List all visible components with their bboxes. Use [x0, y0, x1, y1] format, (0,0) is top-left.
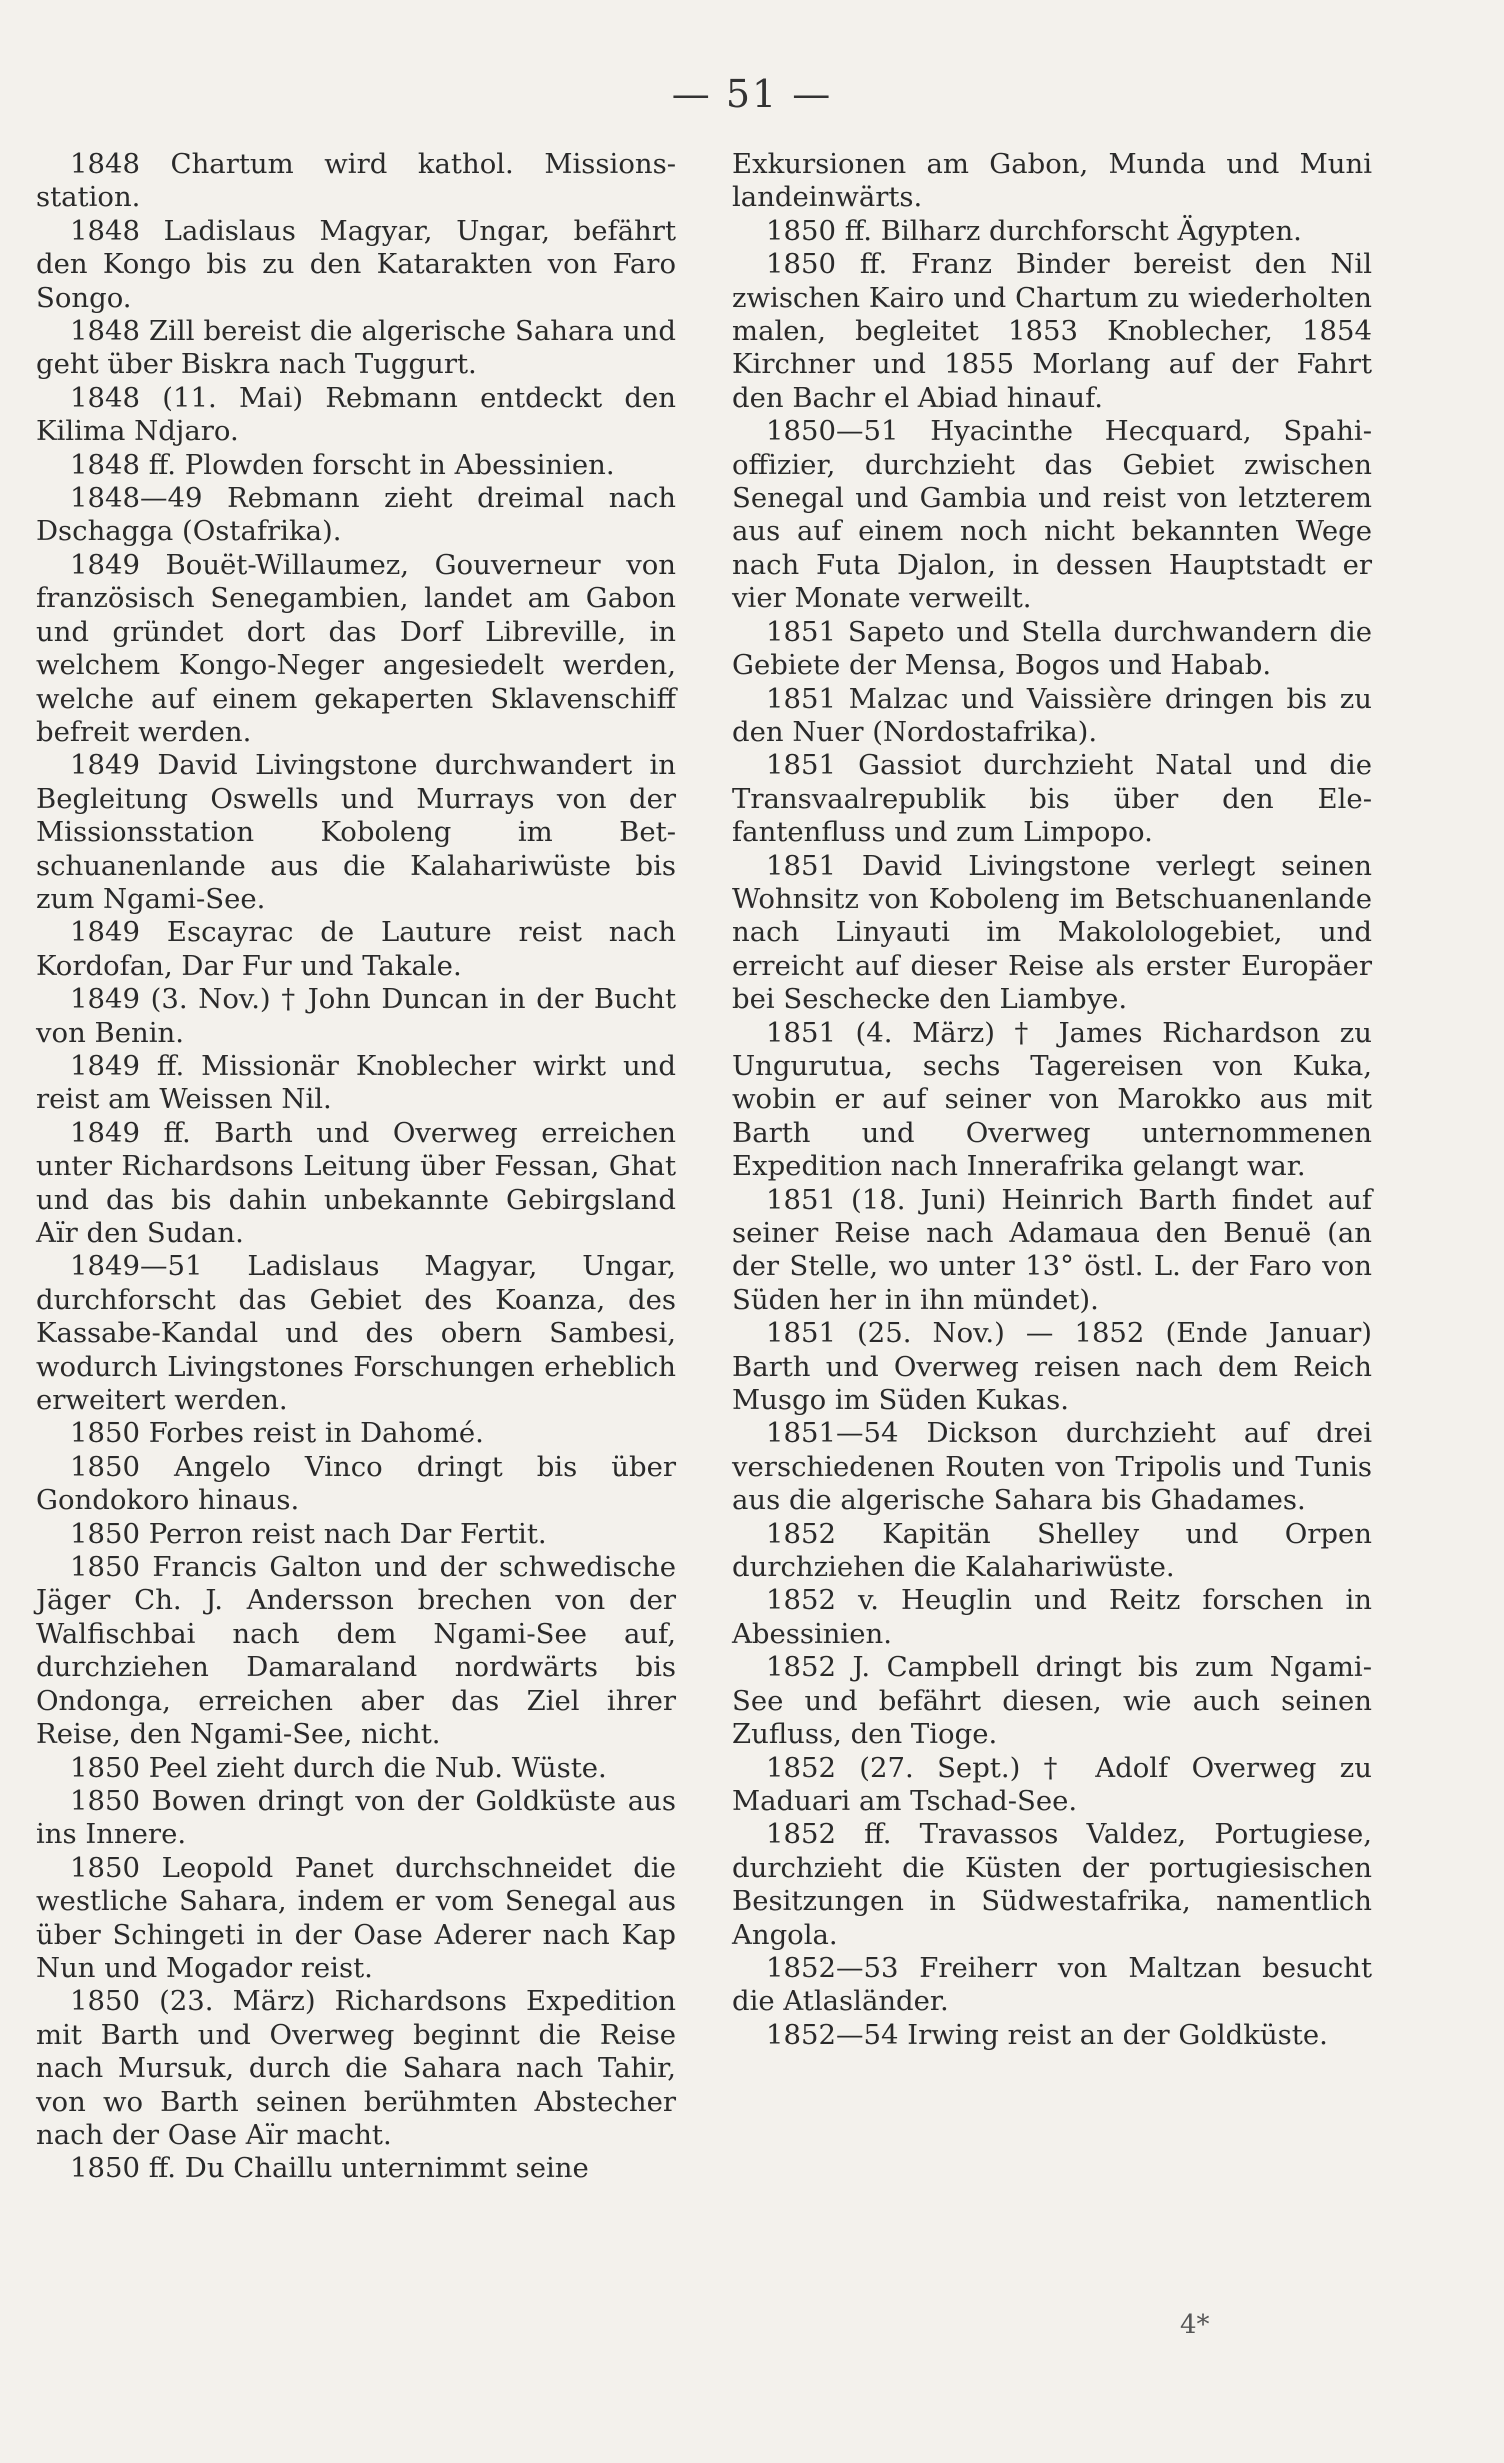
entry-paragraph: 1849 (3. Nov.) † John Duncan in der Bucht von Benin.	[36, 983, 676, 1049]
entry-paragraph: 1852 (27. Sept.) † Adolf Overweg zu Maduari am Tschad-See.	[732, 1751, 1372, 1817]
right-column	[732, 148, 1372, 2052]
entry-paragraph: 1848 Chartum wird kathol. Missionsstation.	[36, 148, 676, 214]
entry-paragraph: 1850 Angelo Vinco dringt bis über Gondokoro hinaus.	[36, 1450, 676, 1517]
entry-paragraph: 1851 Gassiot durchzieht Natal und die Transvaalrepublik bis über den Elefantenfluss und zum Limpopo.	[732, 749, 1372, 849]
page-number: — 51 —	[671, 72, 833, 116]
entry-paragraph: 1852 v. Heuglin und Reitz forschen in Abessinien.	[732, 1584, 1372, 1650]
entry-paragraph: 1849 Bouët-Willaumez, Gouverneur von französisch Senegambien, landet am Gabon und gründet dort das Dorf Libreville, in welchem Kongo-Neger angesiedelt werden, welche auf einem gekaperten Sklavenschiff befreit werden.	[36, 548, 676, 748]
entry-paragraph: 1850 Peel zieht durch die Nub. Wüste.	[70, 1751, 607, 1784]
entry-paragraph: 1851 Sapeto und Stella durchwandern die Gebiete der Mensa, Bogos und Habab.	[732, 615, 1372, 682]
entry-paragraph: 1852—53 Freiherr von Maltzan besucht die Atlasländer.	[732, 1951, 1372, 2018]
signature-mark: 4*	[1180, 2310, 1210, 2340]
entry-paragraph: 1852 J. Campbell dringt bis zum Ngami-See und befährt diesen, wie auch seinen Zufluss, den Tioge.	[732, 1651, 1372, 1751]
continuation-paragraph: Exkursionen am Gabon, Munda und Muni landeinwärts.	[732, 148, 1372, 214]
entry-paragraph: 1848 Ladislaus Magyar, Ungar, befährt den Kongo bis zu den Katarakten von Faro Songo.	[36, 214, 676, 314]
entry-paragraph: 1851 Malzac und Vaissière dringen bis zu den Nuer (Nordostafrika).	[732, 682, 1372, 748]
entry-paragraph: 1850 Francis Galton und der schwedische Jäger Ch. J. Andersson brechen von der Walfischbai nach dem Ngami-See auf, durchziehen Damaraland nordwärts bis Ondonga, erreichen aber das Ziel ihrer Reise, den Ngami-See, nicht.	[36, 1551, 676, 1751]
entry-paragraph: 1851 (18. Juni) Heinrich Barth findet auf seiner Reise nach Adamaua den Benuë (an der Stelle, wo unter 13° östl. L. der Faro von Süden her in ihn mündet).	[732, 1183, 1372, 1316]
entry-paragraph: 1850 ff. Bilharz durchforscht Ägypten.	[766, 214, 1302, 247]
entry-paragraph: 1850 ff. Du Chaillu unternimmt seine	[70, 2152, 589, 2185]
entry-paragraph: 1852 Kapitän Shelley und Orpen durchziehen die Kalahariwüste.	[732, 1517, 1372, 1584]
entry-paragraph: 1850—51 Hyacinthe Hecquard, Spahi-offizier, durchzieht das Gebiet zwischen Senegal und Gambia und reist von letzterem aus auf einem noch nicht bekannten Wege nach Futa Djalon, in dessen Hauptstadt er vier Monate verweilt.	[732, 415, 1372, 615]
entry-paragraph: 1850 Bowen dringt von der Goldküste aus ins Innere.	[36, 1784, 676, 1851]
entry-paragraph: 1851 David Livingstone verlegt seinen Wohnsitz von Koboleng im Betschuanenlande nach Linyauti im Makolologebiet, und erreicht auf dieser Reise als erster Europäer bei Seschecke den Liambye.	[732, 849, 1372, 1016]
entry-paragraph: 1849 Escayrac de Lauture reist nach Kordofan, Dar Fur und Takale.	[36, 916, 676, 982]
entry-paragraph: 1849 David Livingstone durchwandert in Begleitung Oswells und Murrays von der Missionsstation Koboleng im Betschuanenlande aus die Kalahariwüste bis zum Ngami-See.	[36, 749, 676, 915]
entry-paragraph: 1849—51 Ladislaus Magyar, Ungar, durchforscht das Gebiet des Koanza, des Kassabe-Kandal und des obern Sambesi, wodurch Livingstones Forschungen erheblich erweitert werden.	[36, 1250, 676, 1417]
entry-paragraph: 1848 ff. Plowden forscht in Abessinien.	[70, 448, 615, 481]
entry-paragraph: 1851 (4. März) † James Richardson zu Ungurutua, sechs Tagereisen von Kuka, wobin er auf seiner von Marokko aus mit Barth und Overweg unternommenen Expedition nach Innerafrika gelangt war.	[732, 1016, 1372, 1183]
entry-paragraph: 1849 ff. Barth und Overweg erreichen unter Richardsons Leitung über Fessan, Ghat und das bis dahin unbekannte Gebirgsland Aïr den Sudan.	[36, 1116, 676, 1249]
entry-paragraph: 1850 Perron reist nach Dar Fertit.	[70, 1517, 547, 1550]
left-column	[36, 148, 676, 2186]
entry-paragraph: 1851 (25. Nov.) — 1852 (Ende Januar) Barth und Overweg reisen nach dem Reich Musgo im Süden Kukas.	[732, 1317, 1372, 1417]
entry-paragraph: 1852—54 Irwing reist an der Goldküste.	[766, 2018, 1328, 2051]
entry-paragraph: 1848 (11. Mai) Rebmann entdeckt den Kilima Ndjaro.	[36, 381, 676, 448]
entry-paragraph: 1850 (23. März) Richardsons Expedition mit Barth und Overweg beginnt die Reise nach Mursuk, durch die Sahara nach Tahir, von wo Barth seinen berühmten Abstecher nach der Oase Aïr macht.	[36, 1985, 676, 2151]
entry-paragraph: 1849 ff. Missionär Knoblecher wirkt und reist am Weissen Nil.	[36, 1049, 676, 1116]
entry-paragraph: 1848 Zill bereist die algerische Sahara und geht über Biskra nach Tuggurt.	[36, 315, 676, 381]
entry-paragraph: 1850 Leopold Panet durchschneidet die westliche Sahara, indem er vom Senegal aus über Schingeti in der Oase Aderer nach Kap Nun und Mogador reist.	[36, 1851, 676, 1984]
entry-paragraph: 1848—49 Rebmann zieht dreimal nach Dschagga (Ostafrika).	[36, 482, 676, 548]
entry-paragraph: 1851—54 Dickson durchzieht auf drei verschiedenen Routen von Tripolis und Tunis aus die algerische Sahara bis Ghadames.	[732, 1417, 1372, 1517]
entry-paragraph: 1852 ff. Travassos Valdez, Portugiese, durchzieht die Küsten der portugiesischen Besitzungen in Südwestafrika, namentlich Angola.	[732, 1818, 1372, 1951]
entry-paragraph: 1850 ff. Franz Binder bereist den Nil zwischen Kairo und Chartum zu wiederholten malen, begleitet 1853 Knoblecher, 1854 Kirchner und 1855 Morlang auf der Fahrt den Bachr el Abiad hinauf.	[732, 248, 1372, 414]
entry-paragraph: 1850 Forbes reist in Dahomé.	[70, 1417, 484, 1450]
